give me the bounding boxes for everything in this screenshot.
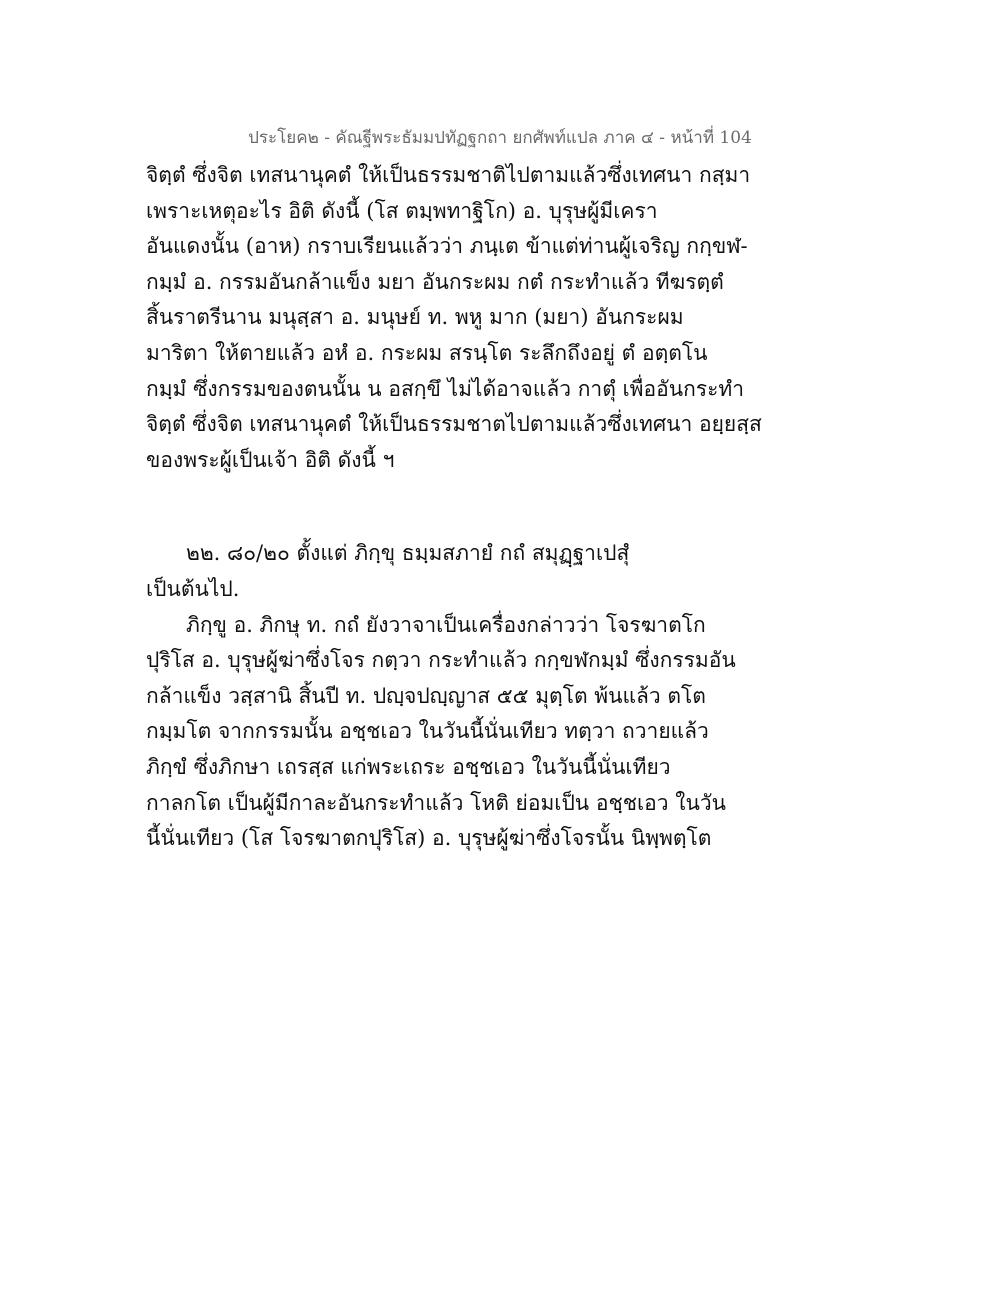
text-line: มาริตา ให้ตายแล้ว อหํ อ. กระผม สรนฺโต ระลึกถึงอยู่ ตํ อตฺตโน	[146, 340, 708, 365]
paragraph-spacer	[146, 478, 856, 536]
text-line: สิ้นราตรีนาน มนุสฺสา อ. มนุษย์ ท. พหู มาก (มยา) อันกระผม	[146, 305, 684, 330]
page-header: ประโยค๒ - คัณฐีพระธัมมปทัฏฐกถา ยกศัพท์แปล ภาค ๔ - หน้าที่ 104	[248, 128, 752, 148]
section-heading-line: ๒๒. ๘๐/๒๐ ตั้งแต่ ภิกฺขุ ธมฺมสภายํ กถํ สมุฏฺฐาเปสุํ	[186, 541, 630, 566]
paragraph-continuation	[146, 158, 856, 478]
text-line: เพราะเหตุอะไร อิติ ดังนี้ (โส ตมฺพทาฐิโก) อ. บุรุษผู้มีเครา	[146, 198, 658, 223]
body-text	[146, 158, 856, 857]
text-line: ปุริโส อ. บุรุษผู้ฆ่าซึ่งโจร กตฺวา กระทำแล้ว กกฺขฬกมฺมํ ซึ่งกรรมอัน	[146, 648, 736, 673]
text-line: กล้าแข็ง วสฺสานิ สิ้นปี ท. ปญฺจปญฺญาส ๕๕ มุตฺโต พ้นแล้ว ตโต	[146, 683, 706, 708]
text-line: จิตฺตํ ซึ่งจิต เทสนานุคตํ ให้เป็นธรรมชาตไปตามแล้วซึ่งเทศนา อยฺยสฺส	[146, 412, 762, 437]
text-line: ของพระผู้เป็นเจ้า อิติ ดังนี้ ฯ	[146, 447, 395, 472]
text-line: กาลกโต เป็นผู้มีกาละอันกระทำแล้ว โหติ ย่อมเป็น อชฺชเอว ในวัน	[146, 790, 726, 815]
text-line: เป็นต้นไป.	[146, 576, 240, 601]
text-line: กมฺมํ ซึ่งกรรมของตนนั้น น อสกฺขึ ไม่ได้อาจแล้ว กาตุํ เพื่ออันกระทำ	[146, 376, 745, 401]
text-line: จิตฺตํ ซึ่งจิต เทสนานุคตํ ให้เป็นธรรมชาติไปตามแล้วซึ่งเทศนา กสฺมา	[146, 163, 751, 187]
text-line: กมฺมํ อ. กรรมอันกล้าแข็ง มยา อันกระผม กตํ กระทำแล้ว ทีฆรตฺตํ	[146, 269, 724, 294]
text-line: กมฺมโต จากกรรมนั้น อชฺชเอว ในวันนี้นั่นเทียว ทตฺวา ถวายแล้ว	[146, 719, 709, 744]
paragraph-section-heading	[146, 536, 856, 607]
text-line: ภิกฺขํ ซึ่งภิกษา เถรสฺส แก่พระเถระ อชฺชเอว ในวันนี้นั่นเทียว	[146, 754, 671, 779]
text-line: นี้นั่นเทียว (โส โจรฆาตกปุริโส) อ. บุรุษผู้ฆ่าซึ่งโจรนั้น นิพฺพตฺโต	[146, 826, 712, 851]
paragraph-body	[146, 608, 856, 857]
text-line: อันแดงนั้น (อาห) กราบเรียนแล้วว่า ภนฺเต ข้าแต่ท่านผู้เจริญ กกฺขฬ-	[146, 234, 748, 259]
text-line: ภิกฺขู อ. ภิกษุ ท. กถํ ยังวาจาเป็นเครื่องกล่าวว่า โจรฆาตโก	[186, 612, 706, 637]
